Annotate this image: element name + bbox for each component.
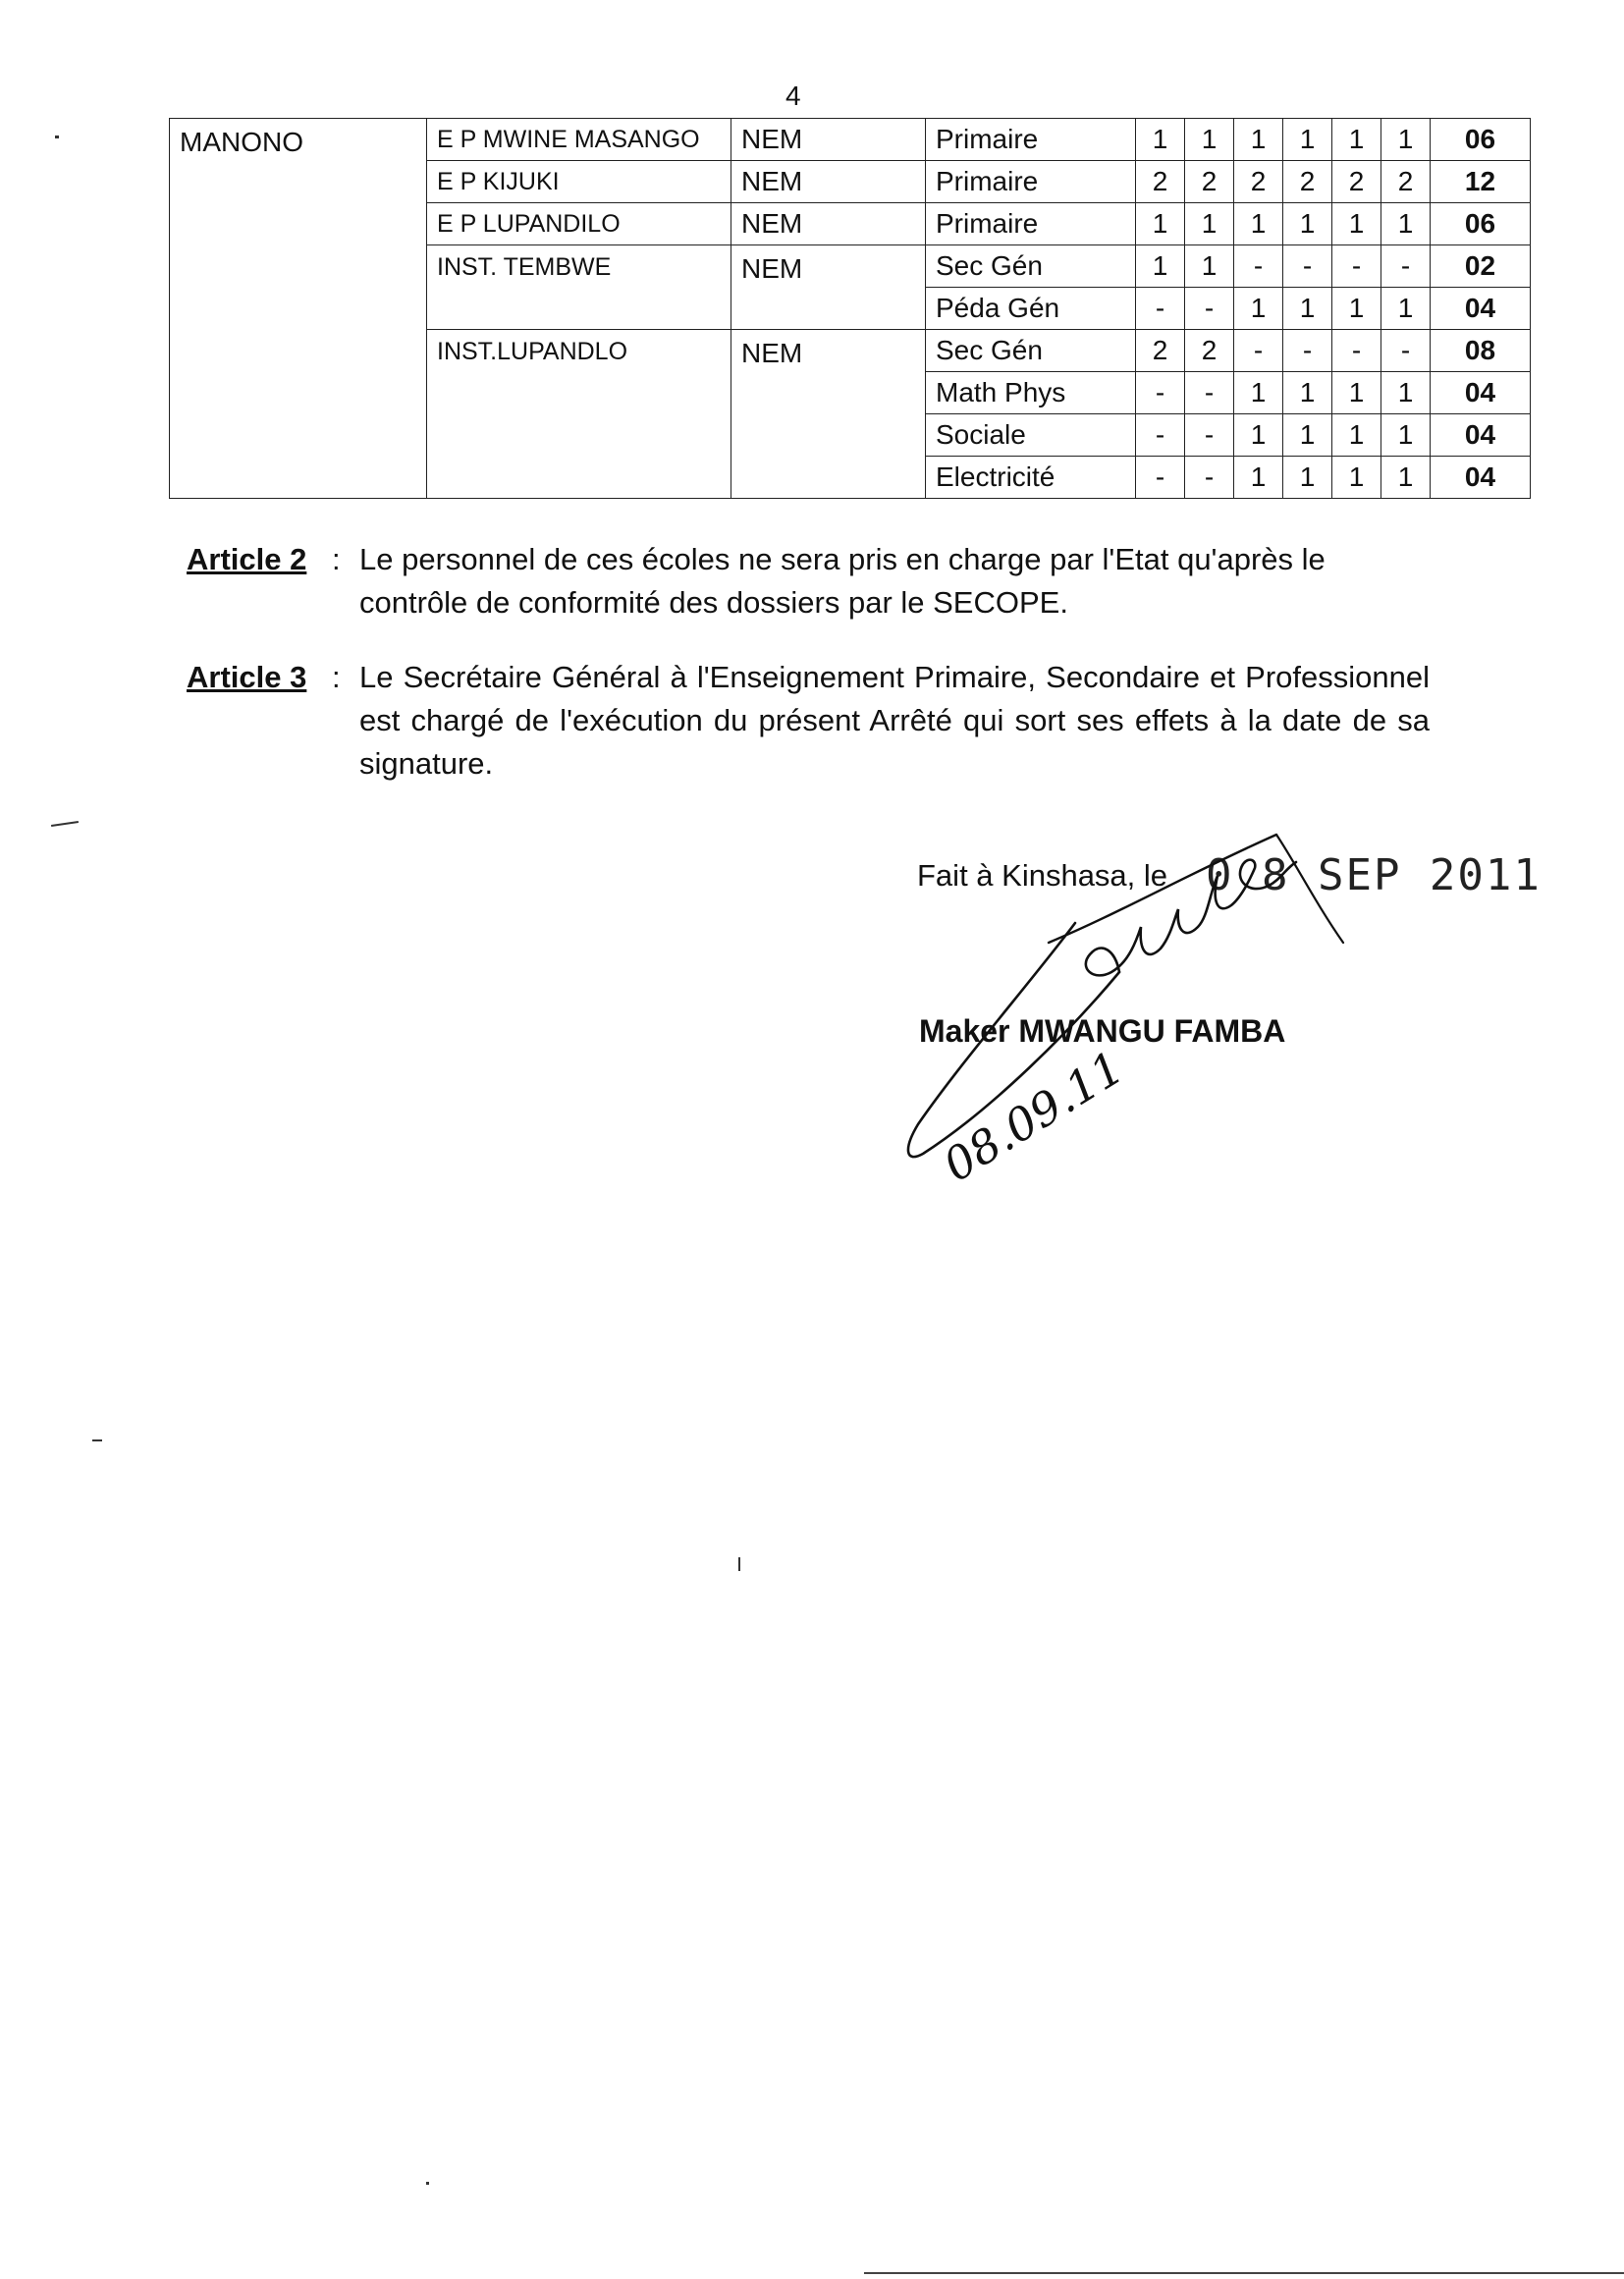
class-count-cell: 1: [1283, 414, 1332, 457]
class-count-cell: 1: [1332, 457, 1381, 499]
section-cell: Sec Gén: [926, 330, 1136, 372]
class-count-cell: 2: [1185, 330, 1234, 372]
class-count-cell: -: [1283, 245, 1332, 288]
class-count-cell: 1: [1185, 203, 1234, 245]
school-cell: INST. TEMBWE: [427, 245, 731, 330]
class-count-cell: 1: [1283, 457, 1332, 499]
total-cell: 04: [1431, 414, 1531, 457]
class-count-cell: 2: [1234, 161, 1283, 203]
class-count-cell: -: [1136, 457, 1185, 499]
class-count-cell: -: [1136, 288, 1185, 330]
class-count-cell: 1: [1381, 119, 1431, 161]
class-count-cell: 2: [1283, 161, 1332, 203]
regime-cell: NEM: [731, 245, 926, 330]
class-count-cell: 1: [1185, 245, 1234, 288]
article-label: Article 2: [187, 542, 307, 576]
article-label: Article 3: [187, 660, 307, 694]
class-count-cell: 1: [1234, 288, 1283, 330]
class-count-cell: 2: [1381, 161, 1431, 203]
place-and-date-line: Fait à Kinshasa, le: [917, 858, 1168, 893]
date-stamp: 0 8 SEP 2011: [1206, 850, 1542, 900]
total-cell: 04: [1431, 372, 1531, 414]
scan-edge-line: [864, 2272, 1624, 2274]
class-count-cell: -: [1332, 330, 1381, 372]
school-cell: INST.LUPANDLO: [427, 330, 731, 499]
class-count-cell: 1: [1234, 203, 1283, 245]
section-cell: Sec Gén: [926, 245, 1136, 288]
class-count-cell: -: [1381, 245, 1431, 288]
class-count-cell: 1: [1283, 372, 1332, 414]
scan-mark: [738, 1557, 740, 1571]
class-count-cell: -: [1283, 330, 1332, 372]
article-colon: :: [332, 542, 341, 576]
class-count-cell: 1: [1332, 414, 1381, 457]
class-count-cell: 1: [1381, 288, 1431, 330]
total-cell: 02: [1431, 245, 1531, 288]
class-count-cell: 1: [1283, 119, 1332, 161]
class-count-cell: -: [1185, 414, 1234, 457]
article-2: [187, 538, 1434, 636]
school-cell: E P KIJUKI: [427, 161, 731, 203]
total-cell: 08: [1431, 330, 1531, 372]
total-cell: 04: [1431, 288, 1531, 330]
class-count-cell: 1: [1185, 119, 1234, 161]
class-count-cell: 1: [1234, 372, 1283, 414]
section-cell: Primaire: [926, 119, 1136, 161]
scan-mark: [426, 2182, 429, 2185]
school-cell: E P MWINE MASANGO: [427, 119, 731, 161]
total-cell: 06: [1431, 203, 1531, 245]
class-count-cell: 2: [1185, 161, 1234, 203]
article-colon: :: [332, 660, 341, 694]
section-cell: Sociale: [926, 414, 1136, 457]
class-count-cell: -: [1136, 372, 1185, 414]
class-count-cell: 1: [1381, 372, 1431, 414]
class-count-cell: -: [1332, 245, 1381, 288]
section-cell: Primaire: [926, 161, 1136, 203]
class-count-cell: 1: [1381, 457, 1431, 499]
class-count-cell: 2: [1136, 161, 1185, 203]
table-row: [170, 119, 1531, 161]
school-cell: E P LUPANDILO: [427, 203, 731, 245]
class-count-cell: -: [1234, 245, 1283, 288]
regime-cell: NEM: [731, 203, 926, 245]
class-count-cell: 1: [1332, 119, 1381, 161]
section-cell: Primaire: [926, 203, 1136, 245]
scan-mark: [51, 821, 79, 827]
total-cell: 12: [1431, 161, 1531, 203]
class-count-cell: 1: [1234, 414, 1283, 457]
class-count-cell: -: [1185, 288, 1234, 330]
regime-cell: NEM: [731, 161, 926, 203]
section-cell: Electricité: [926, 457, 1136, 499]
class-count-cell: -: [1381, 330, 1431, 372]
total-cell: 06: [1431, 119, 1531, 161]
class-count-cell: 1: [1136, 203, 1185, 245]
class-count-cell: -: [1234, 330, 1283, 372]
class-count-cell: 1: [1332, 372, 1381, 414]
scan-mark: [92, 1439, 102, 1441]
class-count-cell: 1: [1136, 245, 1185, 288]
class-count-cell: -: [1136, 414, 1185, 457]
class-count-cell: 1: [1332, 288, 1381, 330]
article-3: [187, 656, 1434, 803]
class-count-cell: 1: [1332, 203, 1381, 245]
class-count-cell: 2: [1332, 161, 1381, 203]
handwritten-signature: [884, 825, 1473, 1257]
scan-mark: [55, 136, 59, 138]
regime-cell: NEM: [731, 330, 926, 499]
class-count-cell: 1: [1136, 119, 1185, 161]
class-count-cell: 1: [1381, 414, 1431, 457]
locality-cell: MANONO: [170, 119, 427, 499]
article-text: Le personnel de ces écoles ne sera pris en charge par l'Etat qu'après le contrôle de conformité des dossiers par le SECOPE.: [359, 542, 1326, 620]
class-count-cell: 1: [1283, 288, 1332, 330]
section-cell: Péda Gén: [926, 288, 1136, 330]
class-count-cell: 1: [1234, 119, 1283, 161]
section-cell: Math Phys: [926, 372, 1136, 414]
signer-name: Maker MWANGU FAMBA: [919, 1013, 1286, 1049]
class-count-cell: -: [1185, 457, 1234, 499]
class-count-cell: 2: [1136, 330, 1185, 372]
class-count-cell: 1: [1234, 457, 1283, 499]
schools-table: [169, 118, 1531, 499]
class-count-cell: 1: [1283, 203, 1332, 245]
regime-cell: NEM: [731, 119, 926, 161]
page-number: 4: [785, 81, 801, 111]
article-text: Le Secrétaire Général à l'Enseignement Primaire, Secondaire et Professionnel est chargé de l'exécution du présent Arrêté qui sort ses effets à la date de sa signature.: [359, 660, 1430, 781]
class-count-cell: -: [1185, 372, 1234, 414]
handwritten-date: 08.09.11: [934, 1040, 1133, 1192]
class-count-cell: 1: [1381, 203, 1431, 245]
total-cell: 04: [1431, 457, 1531, 499]
